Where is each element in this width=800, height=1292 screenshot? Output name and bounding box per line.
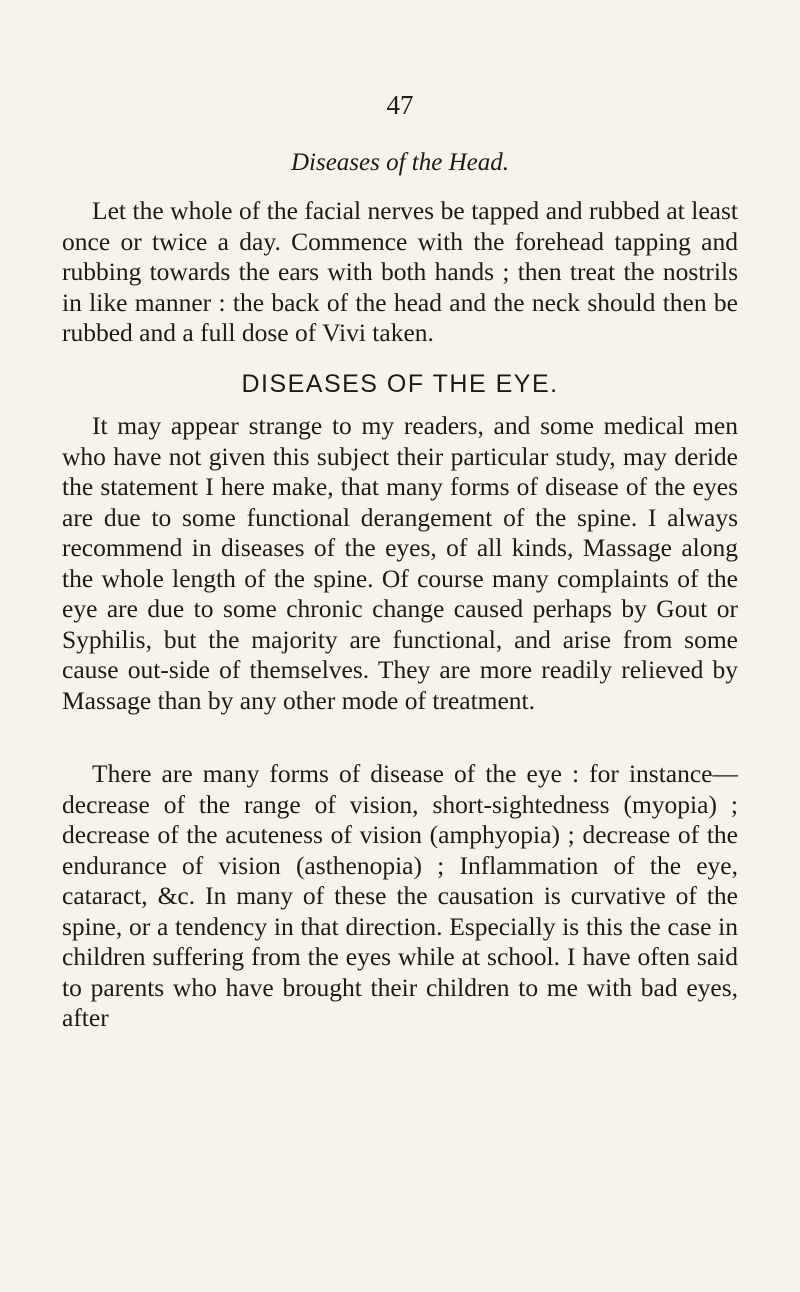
section-heading-eye-diseases: DISEASES OF THE EYE. (241, 370, 559, 398)
head-treatment-paragraph: Let the whole of the facial nerves be tapped and rubbed at least once or twice a day. Commence with the forehead tapping and rubbing towards the ears with both hands ; then treat the nostrils in like manner : the back of the head and the neck should then be rubbed and a full dose of Vivi taken. (62, 196, 738, 347)
eye-diseases-paragraph-1: It may appear strange to my readers, and some medical men who have not given this subject their particular study, may deride the statement I here make, that many forms of disease of the eyes are due to some functional derangement of the spine. I always recommend in diseases of the eyes, of all kinds, Massage along the whole length of the spine. Of course many complaints of the eye are due to some chronic change caused perhaps by Gout or Syphilis, but the majority are functional, and arise from some cause out-side of themselves. They are more readily relieved by Massage than by any other mode of treatment. (62, 411, 738, 715)
page-number: 47 (386, 90, 414, 120)
running-head: Diseases of the Head. (290, 149, 510, 176)
head-treatment-text (62, 196, 738, 349)
eye-diseases-text-2 (62, 759, 738, 1034)
eye-diseases-text-1 (62, 411, 738, 716)
eye-diseases-paragraph-2: There are many forms of disease of the eye : for instance— decrease of the range of vision, short-sightedness (myopia) ; decrease of the acuteness of vision (amphyopia) ; decrease of the endurance of vision (asthenopia) ; Inflammation of the eye, cataract, &c. In many of these the causation is curvative of the spine, or a tendency in that direction. Especially is this the case in children suffering from the eyes while at school. I have often said to parents who have brought their children to me with bad eyes, after (62, 759, 738, 1032)
